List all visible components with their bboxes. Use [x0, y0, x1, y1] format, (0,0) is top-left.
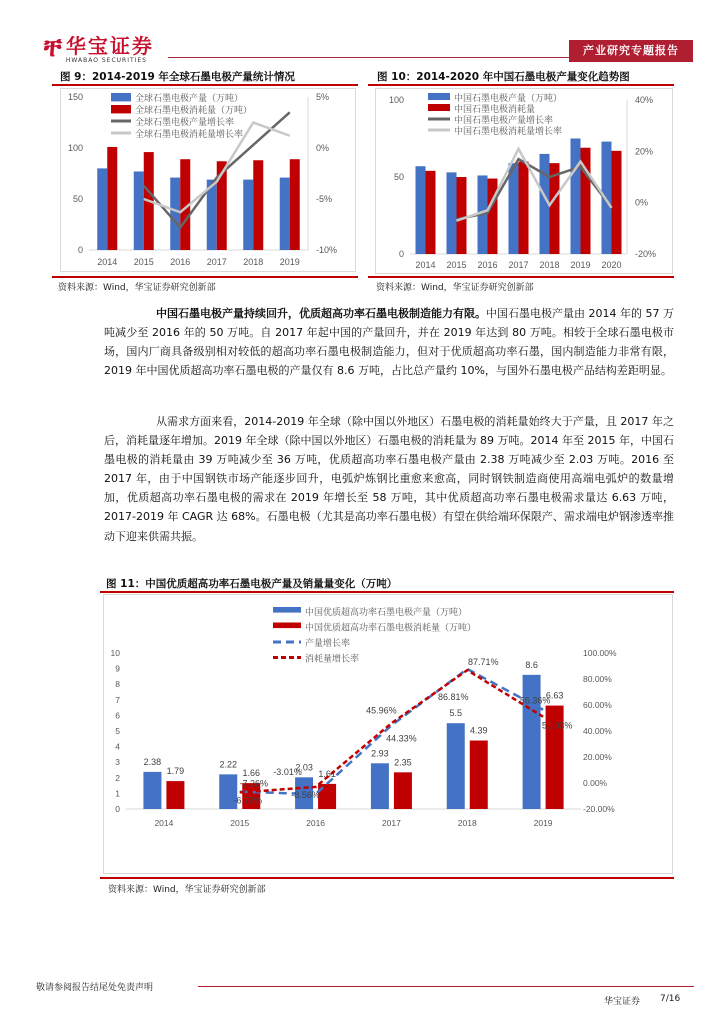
paragraph-1 — [104, 304, 674, 380]
y2-tick-label: 60.00% — [583, 700, 612, 710]
x-tick-label: 2018 — [243, 257, 264, 267]
bar-production — [371, 763, 389, 809]
y2-tick-label: 40.00% — [583, 726, 612, 736]
bar-production — [170, 178, 180, 250]
bar-production — [243, 180, 253, 250]
y-tick-label: 10 — [110, 648, 120, 658]
bar-consumption — [470, 741, 488, 809]
x-tick-label: 2017 — [508, 260, 529, 270]
bar-data-label: 6.63 — [545, 690, 564, 701]
legend-label: 中国石墨电极消耗量增长率 — [454, 126, 563, 136]
legend-swatch — [273, 623, 301, 629]
line-data-label: 86.81% — [437, 692, 469, 703]
fig9-bottom-rule — [52, 276, 358, 278]
y-tick-label: 4 — [115, 741, 120, 752]
bar-consumption — [394, 772, 412, 809]
bar-production — [143, 772, 161, 809]
y-tick-label: 6 — [115, 710, 120, 721]
y-tick-label: 50 — [393, 172, 404, 182]
y2-tick-label: 40% — [635, 95, 654, 105]
bar-data-label: 1.79 — [166, 766, 185, 777]
x-tick-label: 2014 — [97, 257, 118, 267]
legend-label: 全球石墨电极消耗量（万吨） — [135, 105, 253, 115]
bar-production — [134, 171, 144, 250]
y-tick-label: 100 — [388, 95, 404, 105]
x-tick-label: 2017 — [381, 818, 401, 828]
y-tick-label: 1 — [115, 788, 120, 799]
y2-tick-label: 0% — [635, 197, 649, 208]
y2-tick-label: -5% — [316, 194, 333, 204]
y-tick-label: 50 — [72, 194, 83, 204]
line-data-label: 44.33% — [386, 733, 417, 744]
legend-swatch — [111, 93, 131, 101]
line-data-label: -7.26% — [239, 778, 269, 789]
x-tick-label: 2015 — [446, 260, 467, 270]
y2-tick-label: -10% — [316, 245, 338, 255]
x-tick-label: 2019 — [570, 260, 591, 270]
fig10-top-rule — [368, 84, 674, 86]
fig9-source: 资料来源：Wind，华宝证券研究创新部 — [58, 283, 216, 293]
line-data-label: 45.96% — [366, 705, 397, 716]
y2-tick-label: 20% — [635, 146, 654, 157]
bar-consumption — [107, 147, 117, 250]
company-logo — [44, 33, 154, 64]
bar-data-label: 8.6 — [525, 659, 538, 670]
line-data-label: -6.72% — [233, 795, 263, 806]
bar-consumption — [426, 171, 436, 254]
legend-label: 中国优质超高功率石墨电极消耗量（万吨） — [305, 622, 477, 633]
x-tick-label: 2016 — [477, 260, 498, 270]
fig11-top-rule — [100, 591, 674, 593]
legend-label: 产量增长率 — [305, 638, 351, 648]
line-data-label: -3.01% — [273, 766, 302, 777]
line-data-label: 51.03% — [541, 720, 573, 731]
line-data-label: -8.56% — [291, 790, 320, 801]
fig10-title: 图 10：2014-2020 年中国石墨电极产量变化趋势图 — [377, 71, 630, 83]
line-data-label: 56.36% — [519, 695, 551, 706]
x-tick-label: 2014 — [154, 818, 174, 828]
x-tick-label: 2019 — [279, 257, 300, 267]
bar-production — [447, 723, 465, 809]
y2-tick-label: -20.00% — [583, 804, 615, 814]
x-tick-label: 2020 — [601, 260, 622, 270]
x-tick-label: 2016 — [306, 818, 326, 828]
bar-consumption — [318, 784, 336, 809]
fig9-top-rule — [52, 84, 358, 86]
paragraph-1-lead: 中国石墨电极产量持续回升，优质超高功率石墨电极制造能力有限。 — [156, 307, 487, 320]
bar-production — [416, 166, 426, 254]
logo-mark-icon: ቸ — [44, 33, 62, 63]
bar-consumption — [612, 151, 622, 254]
legend-label: 中国石墨电极产量增长率 — [454, 115, 554, 125]
y-tick-label: 8 — [115, 679, 120, 690]
y-tick-label: 5 — [115, 726, 120, 736]
y2-tick-label: 5% — [316, 92, 330, 102]
bar-consumption — [290, 159, 300, 250]
x-tick-label: 2015 — [133, 257, 154, 267]
x-tick-label: 2018 — [539, 260, 560, 270]
y2-tick-label: 100.00% — [583, 648, 617, 658]
y2-tick-label: 0.00% — [583, 778, 608, 788]
header-rule — [168, 57, 570, 58]
legend-swatch — [428, 104, 450, 111]
y-tick-label: 0 — [115, 804, 120, 814]
y2-tick-label: 80.00% — [583, 674, 612, 684]
legend-label: 全球石墨电极消耗量增长率 — [135, 129, 244, 139]
footer-disclaimer: 敬请参阅报告结尾处免责声明 — [36, 983, 154, 993]
bar-data-label: 2.03 — [295, 762, 313, 773]
bar-data-label: 1.66 — [242, 768, 261, 779]
bar-data-label: 2.22 — [219, 759, 238, 770]
fig10-bottom-rule — [368, 276, 674, 278]
logo-cn: 华宝证券 — [65, 34, 154, 58]
legend-label: 消耗量增长率 — [305, 653, 360, 664]
fig11-source: 资料来源：Wind，华宝证券研究创新部 — [108, 885, 266, 895]
bar-production — [447, 172, 457, 254]
y2-tick-label: 20.00% — [583, 752, 612, 762]
fig9-chart — [60, 88, 356, 272]
fig11-title: 图 11：中国优质超高功率石墨电极产量及销量量变化（万吨） — [106, 578, 398, 590]
fig9-title: 图 9：2014-2019 年全球石墨电极产量统计情况 — [60, 71, 295, 83]
legend-swatch — [111, 105, 131, 113]
legend-label: 中国石墨电极产量（万吨） — [454, 93, 563, 103]
y-tick-label: 2 — [115, 772, 120, 783]
x-tick-label: 2016 — [170, 257, 191, 267]
x-tick-label: 2019 — [533, 818, 553, 828]
line-data-label: 87.71% — [467, 656, 499, 667]
fig10-chart — [375, 88, 673, 274]
legend-label: 中国优质超高功率石墨电极产量（万吨） — [305, 607, 468, 617]
logo-en: HWABAO SECURITIES — [65, 57, 147, 64]
y-tick-label: 150 — [67, 92, 83, 102]
footer-company: 华宝证券 — [604, 997, 641, 1007]
y-tick-label: 9 — [115, 663, 120, 674]
legend-label: 中国石墨电极消耗量 — [454, 104, 536, 114]
legend-label: 全球石墨电极产量（万吨） — [135, 93, 244, 103]
bar-consumption — [457, 177, 467, 254]
page-number: 7/16 — [660, 994, 681, 1004]
y-tick-label: 0 — [398, 249, 404, 259]
fig10-source: 资料来源：Wind，华宝证券研究创新部 — [376, 283, 534, 293]
footer-rule — [198, 986, 694, 987]
y-tick-label: 0 — [77, 245, 83, 255]
paragraph-2: 从需求方面来看，2014-2019 年全球（除中国以外地区）石墨电极的消耗量始终大于产量，且 2017 年之后，消耗量逐年增加。2019 年全球（除中国以外地区）石墨电极的消耗量为 89 万吨。2014 年至 2015 年，中国石墨电极的消耗量由 39 万吨减少至 36 万吨，优质超高功率石墨电极产量由 2.38 万吨减少至 2.03 万吨。2016 至 2017 年，由于中国钢铁市场产能逐步回升，电弧炉炼钢比重愈来愈高，同时钢铁制造商使用高端电弧炉的数量增加，优质超高功率石墨电极的需求在 2019 年增长至 58 万吨，其中优质超高功率石墨电极需求量达 6.63 万吨，2017-2019 年 CAGR 达 68%。石墨电极（尤其是高功率石墨电极）有望在供给端环保限产、需求端电炉钢渗透率推动下迎来供需共振。 — [104, 415, 674, 543]
x-tick-label: 2018 — [457, 818, 477, 828]
legend-swatch — [428, 93, 450, 100]
bar-consumption — [166, 781, 184, 809]
bar-consumption — [519, 162, 529, 254]
x-tick-label: 2017 — [206, 257, 227, 267]
bar-production — [509, 163, 519, 254]
fig11-chart — [103, 594, 673, 874]
y-tick-label: 7 — [115, 694, 120, 705]
bar-data-label: 2.35 — [394, 757, 412, 768]
bar-data-label: 4.39 — [469, 725, 488, 736]
y2-tick-label: 0% — [316, 143, 330, 153]
bar-data-label: 2.93 — [371, 748, 389, 759]
x-tick-label: 2015 — [230, 818, 250, 828]
y-tick-label: 3 — [115, 757, 120, 768]
bar-production — [571, 139, 581, 255]
bar-consumption — [253, 160, 263, 250]
legend-swatch — [273, 607, 301, 613]
y-tick-label: 100 — [67, 143, 83, 153]
x-tick-label: 2014 — [415, 260, 436, 270]
report-type-badge: 产业研究专题报告 — [569, 40, 693, 62]
bar-consumption — [488, 179, 498, 254]
fig11-bottom-rule — [100, 877, 674, 879]
bar-data-label: 2.38 — [143, 756, 162, 767]
bar-data-label: 5.5 — [449, 708, 463, 719]
legend-label: 全球石墨电极产量增长率 — [135, 117, 235, 127]
bar-production — [280, 178, 290, 250]
y2-tick-label: -20% — [635, 249, 657, 259]
bar-production — [97, 168, 107, 250]
paragraph-1-text: 中国石墨电极产量由 2014 年的 57 万吨减少至 2016 年的 50 万吨。自 2017 年起中国的产量回升，并在 2019 年达到 80 万吨。相较于全球石墨电极市场，国内厂商具备级别相对较低的超高功率石墨电极制造能力，但对于优质超高功率石墨，国内制造能力非常有限，2019 年中国优质超高功率石墨电极的产量仅有 8.6 万吨，占比总产量约 10%，与国外石墨电极产品结构差距明显。 — [104, 307, 674, 378]
bar-data-label: 1.61 — [318, 768, 336, 779]
